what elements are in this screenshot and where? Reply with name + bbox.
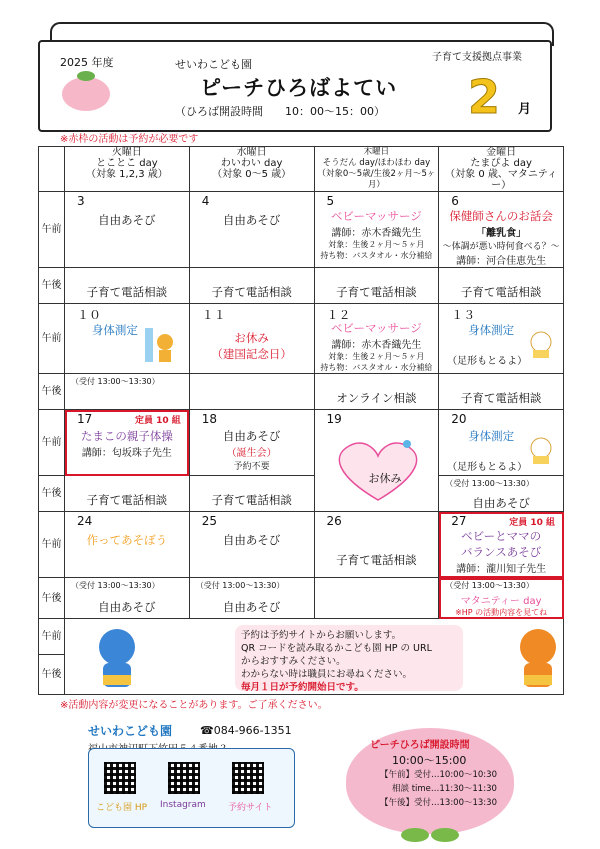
day-cell: （受付 13:00～13:30） 自由あそび <box>65 578 190 619</box>
day-cell-reservation: （受付 13:00～13:30） マタニティー day ※HP の活動内容を見てね <box>439 578 564 619</box>
month-number: 2 <box>468 70 501 124</box>
pm-label: 午後 <box>39 268 65 304</box>
cat-icon <box>527 330 555 360</box>
change-notice: ※活動内容が変更になることがあります。ご了承ください。 <box>60 700 328 711</box>
day-cell: 子育て電話相談 <box>65 268 190 304</box>
col-thursday: 木曜日 そうだん day/ほわほわ day （対象0～5歳/生後2ヶ月～5ヶ月） <box>314 147 439 192</box>
qr-label-reservation: 予約サイト <box>228 803 273 813</box>
day-cell: 3 自由あそび <box>65 192 190 268</box>
pm-label: 午後 <box>39 655 65 695</box>
footer-tel[interactable]: ☎084-966-1351 <box>200 724 292 737</box>
col-friday: 金曜日 たまぴよ day （対象 0 歳、マタニティー） <box>439 147 564 192</box>
height-measure-icon <box>143 326 177 364</box>
peach-leaf-icon <box>400 826 460 844</box>
day-cell: オンライン相談 <box>314 374 439 410</box>
am-label: 午前 <box>39 192 65 268</box>
month-suffix: 月 <box>518 102 532 117</box>
peach-hours-am: 【午前】受付…10:00～10:30 <box>380 770 497 780</box>
day-cell: 子育て電話相談 <box>439 374 564 410</box>
cat-icon <box>527 436 555 466</box>
open-hours: （ひろば開設時間 10：00～15：00） <box>175 105 385 118</box>
capacity-badge: 定員 10 組 <box>134 416 181 426</box>
qr-code-instagram[interactable] <box>168 762 200 794</box>
qr-code-reservation[interactable] <box>232 762 264 794</box>
qr-label-instagram: Instagram <box>160 800 206 810</box>
am-label: 午前 <box>39 410 65 476</box>
qr-code-hp[interactable] <box>104 762 136 794</box>
footer-org: せいわこども園 <box>88 724 173 738</box>
day-cell: 26 子育て電話相談 <box>314 512 439 578</box>
corner-cell <box>39 147 65 192</box>
day-cell: 18 自由あそび （誕生会） 予約不要 <box>189 410 314 476</box>
day-cell: 4 自由あそび <box>189 192 314 268</box>
day-cell: 19 お休み <box>314 410 439 512</box>
day-cell: 子育て電話相談 <box>189 476 314 512</box>
day-cell: 25 自由あそび <box>189 512 314 578</box>
peach-hours-time: 10:00～15:00 <box>392 754 467 767</box>
day-cell <box>314 578 439 619</box>
page-title: ピーチひろばよてい <box>200 76 398 100</box>
day-cell: 子育て電話相談 <box>65 476 190 512</box>
day-cell: １３ 身体測定 （足形もとるよ） <box>439 304 564 374</box>
day-cell: 子育て電話相談 <box>314 268 439 304</box>
pm-label: 午後 <box>39 476 65 512</box>
day-cell-reservation: 27 定員 10 組 ベビーとママの バランスあそび 講師：瀧川知子先生 <box>439 512 564 578</box>
day-cell: 5 ベビーマッサージ 講師：赤木香織先生 対象：生後２ヶ月～５ヶ月 持ち物：バスタオル・水分補給 <box>314 192 439 268</box>
day-cell: 6 保健師さんのお話会 「離乳食」 ～体調が悪い時何食べる？～ 講師：河合佳恵先生 <box>439 192 564 268</box>
am-label: 午前 <box>39 512 65 578</box>
day-cell: 子育て電話相談 <box>189 268 314 304</box>
am-label: 午前 <box>39 304 65 374</box>
pm-label: 午後 <box>39 374 65 410</box>
blue-oni-icon <box>89 625 145 695</box>
day-cell: １２ ベビーマッサージ 講師：赤木香織先生 対象：生後２ヶ月～５ヶ月 持ち物：バスタオル・水分補給 <box>314 304 439 374</box>
schedule-table <box>38 146 564 695</box>
peach-hours-consult: 相談 time…11:30～11:30 <box>392 784 497 794</box>
day-cell <box>189 374 314 410</box>
day-cell: （受付 13:00～13:30） 自由あそび <box>439 476 564 512</box>
day-cell: 24 作ってあそぼう <box>65 512 190 578</box>
day-cell: １０ 身体測定 <box>65 304 190 374</box>
program-subtitle: 子育て支援拠点事業 <box>432 52 522 63</box>
peach-hours-title: ピーチひろば開設時間 <box>370 740 470 751</box>
day-cell: １１ お休み （建国記念日） <box>189 304 314 374</box>
day-cell: 子育て電話相談 <box>439 268 564 304</box>
org-name: せいわこども園 <box>175 58 252 71</box>
red-oni-icon <box>511 625 564 695</box>
am-label: 午前 <box>39 619 65 655</box>
col-tuesday: 火曜日 とことこ day （対象 1,2,3 歳） <box>65 147 190 192</box>
info-row <box>65 619 564 695</box>
peach-hours-pm: 【午後】受付…13:00～13:30 <box>380 798 497 808</box>
pm-label: 午後 <box>39 578 65 619</box>
day-cell: （受付 13:00～13:30） <box>65 374 190 410</box>
day-cell: 20 身体測定 （足形もとるよ） <box>439 410 564 476</box>
fiscal-year: 2025 年度 <box>60 56 114 69</box>
col-wednesday: 水曜日 わいわい day （対象 0～5 歳） <box>189 147 314 192</box>
reservation-info-box: 予約は予約サイトからお願いします。 QR コードを読み取るかこども園 HP の URL からおすすみください。 わからない時は職員にお尋ねください。 毎月１日が予約開始日です。 <box>235 625 463 691</box>
peach-icon <box>60 66 112 112</box>
day-cell-reservation: 17 定員 10 組 たまこの親子体操 講師：匂坂珠子先生 <box>65 410 190 476</box>
capacity-badge: 定員 10 組 <box>509 518 555 528</box>
reservation-notice: ※赤枠の活動は予約が必要です <box>60 134 199 145</box>
day-cell: （受付 13:00～13:30） 自由あそび <box>189 578 314 619</box>
qr-label-hp: こども園 HP <box>96 803 148 813</box>
